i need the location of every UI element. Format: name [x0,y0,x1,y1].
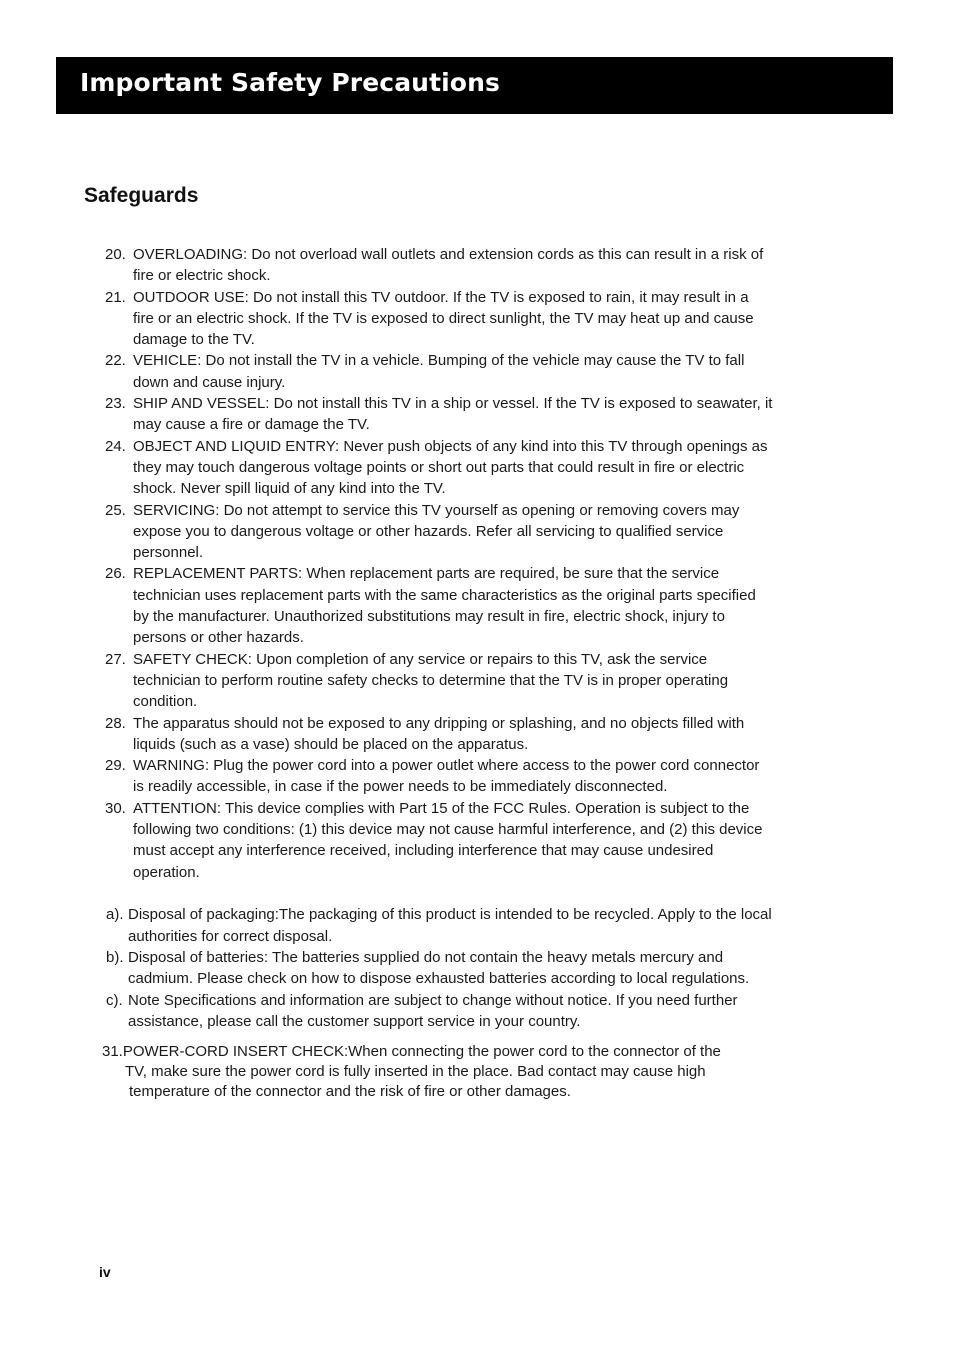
list-item [105,393,773,436]
list-item [105,350,773,393]
item-text: ATTENTION: This device complies with Part 15 of the FCC Rules. Operation is subject to the following two conditions: (1) this device may not cause harmful interference, and (2) this device must accept any interference received, including interference that may cause undesired operation. [133,799,763,881]
item-text: SHIP AND VESSEL: Do not install this TV in a ship or vessel. If the TV is exposed to seawater, it may cause a fire or damage the TV. [133,395,773,434]
item-text: SERVICING: Do not attempt to service this TV yourself as opening or removing covers may expose you to dangerous voltage or other hazards. Refer all servicing to qualified service personnel. [133,501,740,562]
list-item [105,287,773,351]
list-item [106,947,773,990]
item-31-line: TV, make sure the power cord is fully inserted in the place. Bad contact may cause high [125,1063,706,1081]
item-letter: a). [106,906,124,924]
item-number: 22. [105,352,126,370]
page-number: iv [99,1264,111,1280]
list-item [105,563,773,648]
item-number: 24. [105,437,126,455]
safeguards-content [0,244,954,1102]
item-text: Note Specifications and information are subject to change without notice. If you need further assistance, please call the customer support service in your country. [128,991,738,1030]
list-item [105,798,773,883]
item-number: 26. [105,565,126,583]
item-number: 21. [105,288,126,306]
item-letter: b). [106,949,124,966]
item-number: 29. [105,757,126,775]
item-31-line: temperature of the connector and the risk of fire or other damages. [129,1083,571,1101]
item-text: OBJECT AND LIQUID ENTRY: Never push objects of any kind into this TV through openings as they may touch dangerous voltage points or short out parts that could result in fire or electric shock. Never spill liquid of any kind into the TV. [133,437,768,498]
list-item [105,500,773,564]
item-text: OVERLOADING: Do not overload wall outlets and extension cords as this can result in a risk of fire or electric shock. [133,246,764,285]
item-number: 30. [105,799,126,817]
item-31-line: 31.POWER-CORD INSERT CHECK:When connecting the power cord to the connector of the [102,1043,721,1061]
header-bar [56,57,893,114]
list-item [106,990,773,1033]
list-item [105,244,773,287]
item-text: The apparatus should not be exposed to any dripping or splashing, and no objects filled with liquids (such as a vase) should be placed on the apparatus. [133,714,745,753]
item-number: 28. [105,714,126,732]
item-number: 27. [105,650,126,668]
lettered-list [0,904,954,1032]
item-number: 25. [105,501,126,519]
item-text: WARNING: Plug the power cord into a power outlet where access to the power cord connector is readily accessible, in case if the power needs to be immediately disconnected. [133,757,760,796]
list-item-31 [102,1042,782,1102]
list-item [106,904,773,947]
list-item [105,436,773,500]
item-text: VEHICLE: Do not install the TV in a vehicle. Bumping of the vehicle may cause the TV to fall down and cause injury. [133,352,745,391]
item-text: Disposal of batteries: The batteries supplied do not contain the heavy metals mercury and cadmium. Please check on how to dispose exhausted batteries according to local regulations. [128,949,750,988]
numbered-list [0,244,954,883]
section-title: Safeguards [84,184,199,207]
list-item [105,713,773,756]
item-number: 23. [105,395,126,413]
item-text: Disposal of packaging:The packaging of this product is intended to be recycled. Apply to the local authorities for correct disposal. [128,906,772,945]
item-letter: c). [106,991,123,1009]
item-text: REPLACEMENT PARTS: When replacement parts are required, be sure that the service technician uses replacement parts with the same characteristics as the original parts specified by the manufacturer. Unauthorized substitutions may result in fire, electric shock, injury to persons or other hazards. [133,565,756,647]
item-text: OUTDOOR USE: Do not install this TV outdoor. If the TV is exposed to rain, it may result in a fire or an electric shock. If the TV is exposed to direct sunlight, the TV may heat up and cause damage to the TV. [133,288,754,349]
item-text: SAFETY CHECK: Upon completion of any service or repairs to this TV, ask the service technician to perform routine safety checks to determine that the TV is in proper operating condition. [133,650,729,711]
item-number: 20. [105,246,126,263]
list-item [105,755,773,798]
list-item [105,649,773,713]
page-title: Important Safety Precautions [80,68,500,97]
